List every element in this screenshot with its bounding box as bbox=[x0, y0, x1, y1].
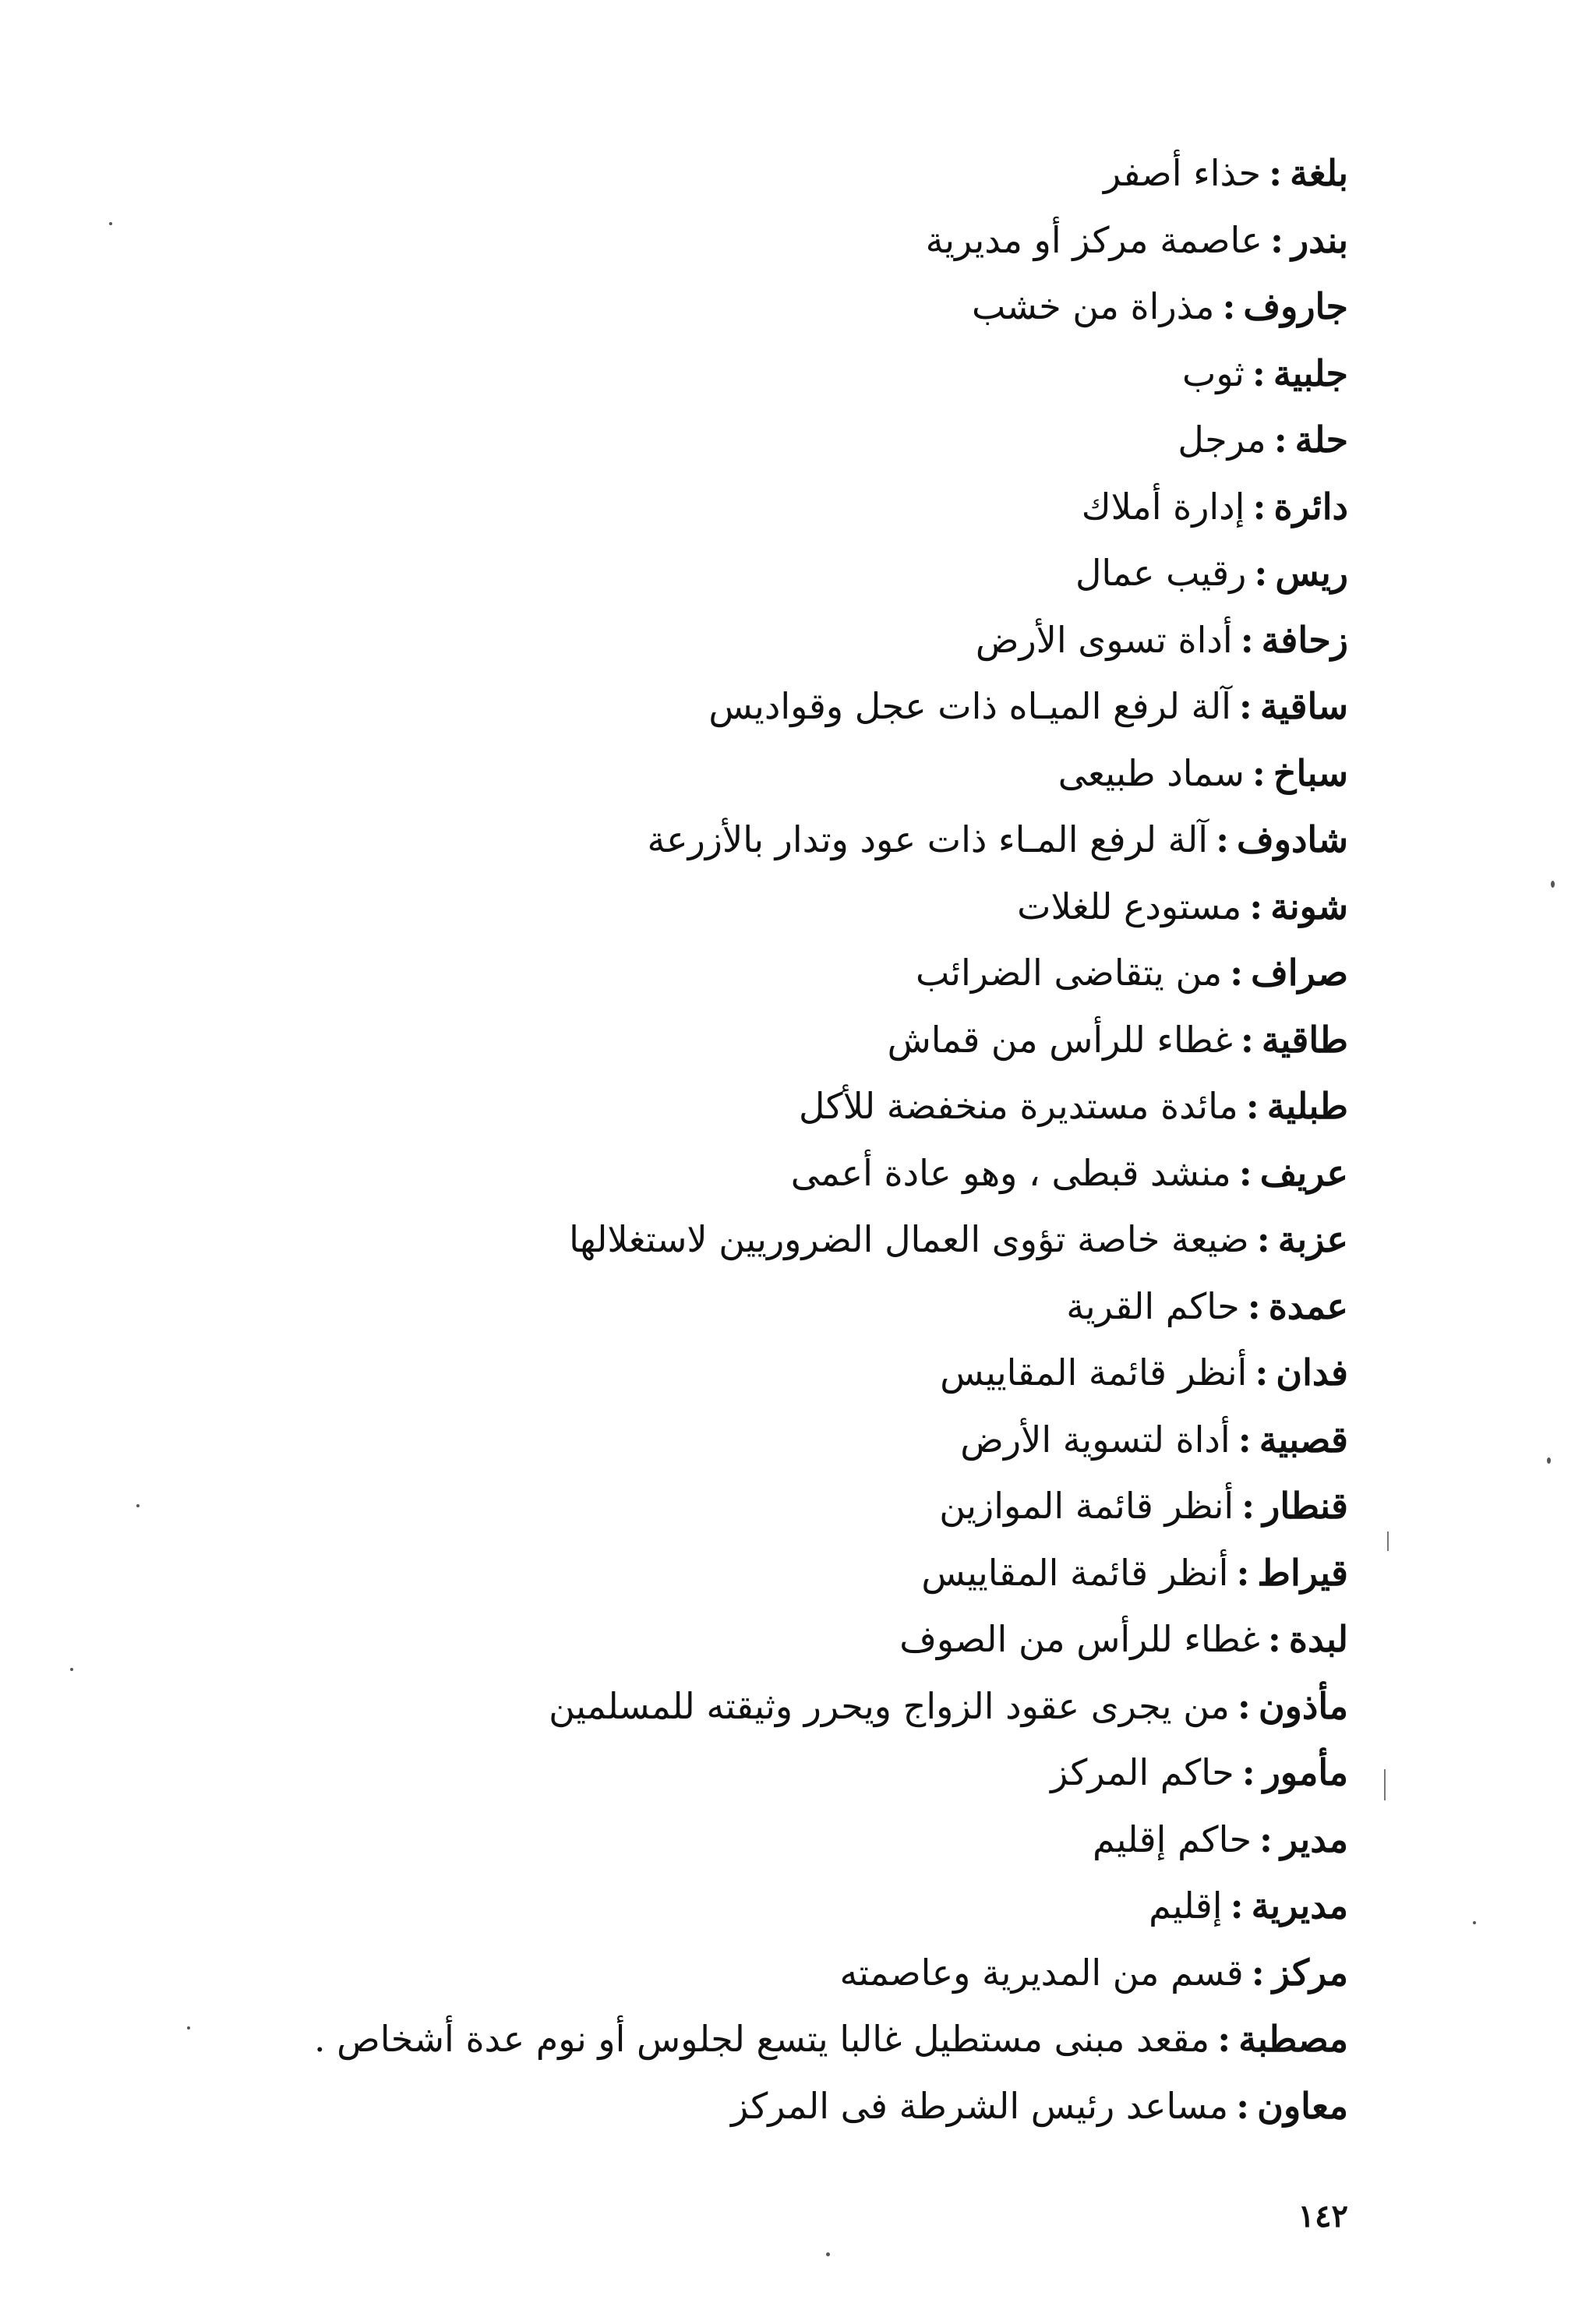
entry-separator: : bbox=[1241, 1485, 1255, 1527]
entry-term: صراف bbox=[1251, 952, 1348, 994]
scan-speck bbox=[109, 222, 112, 225]
entry-term: شونة bbox=[1270, 885, 1348, 927]
entry-definition: أداة لتسوية الأرض bbox=[960, 1418, 1231, 1461]
glossary-entry bbox=[179, 1073, 1348, 1140]
entry-separator: : bbox=[1273, 419, 1287, 461]
entry-definition: حاكم المركز bbox=[1050, 1751, 1234, 1793]
entry-definition: أداة تسوى الأرض bbox=[975, 618, 1233, 661]
entry-definition: إقليم bbox=[1149, 1885, 1223, 1927]
entry-separator: : bbox=[1249, 885, 1263, 927]
entry-separator: : bbox=[1216, 818, 1230, 860]
entry-separator: : bbox=[1236, 2084, 1250, 2127]
glossary-entry bbox=[179, 1873, 1348, 1940]
entry-term: طبلية bbox=[1266, 1085, 1348, 1127]
entry-definition: رقيب عمال bbox=[1075, 552, 1247, 594]
entry-definition: حذاء أصفر bbox=[1103, 152, 1262, 194]
entry-definition: منشد قبطى ، وهو عادة أعمى bbox=[790, 1151, 1231, 1194]
entry-separator: : bbox=[1236, 1551, 1250, 1594]
entry-definition: مرجل bbox=[1178, 419, 1266, 461]
entry-separator: : bbox=[1251, 1951, 1265, 1994]
entry-separator: : bbox=[1238, 685, 1252, 727]
entry-definition: من يتقاضى الضرائب bbox=[916, 952, 1223, 994]
glossary-entry bbox=[179, 874, 1348, 941]
entry-definition: أنظر قائمة المقاييس bbox=[940, 1351, 1248, 1394]
entry-term: مركز bbox=[1272, 1951, 1348, 1994]
entry-definition: أنظر قائمة الموازين bbox=[939, 1485, 1234, 1527]
entry-definition: مقعد مبنى مستطيل غالبا يتسع لجلوس أو نوم عدة أشخاص . bbox=[313, 2018, 1210, 2060]
glossary-entry bbox=[179, 140, 1348, 207]
glossary-entry bbox=[179, 1407, 1348, 1474]
glossary-entry bbox=[179, 1140, 1348, 1207]
entry-separator: : bbox=[1217, 2018, 1231, 2060]
entry-separator: : bbox=[1247, 1284, 1261, 1327]
entry-term: فدان bbox=[1276, 1351, 1348, 1394]
glossary-entry bbox=[179, 673, 1348, 740]
entry-definition: مستودع للغلات bbox=[1017, 885, 1242, 927]
entry-term: قنطار bbox=[1262, 1485, 1348, 1527]
scan-speck bbox=[826, 2252, 830, 2256]
entry-separator: : bbox=[1238, 1151, 1252, 1194]
glossary-entry bbox=[179, 341, 1348, 408]
entry-term: حلة bbox=[1294, 419, 1348, 461]
scan-speck bbox=[187, 2026, 190, 2030]
entry-term: معاون bbox=[1257, 2084, 1348, 2127]
entry-separator: : bbox=[1240, 618, 1254, 661]
entry-separator: : bbox=[1252, 352, 1266, 394]
entry-separator: : bbox=[1269, 218, 1284, 261]
entry-term: لبدة bbox=[1288, 1618, 1348, 1660]
page-number: ١٤٢ bbox=[1298, 2198, 1348, 2234]
glossary-entry bbox=[179, 1206, 1348, 1274]
entry-term: زحافة bbox=[1261, 618, 1348, 661]
glossary-entry bbox=[179, 1673, 1348, 1740]
entry-term: ريس bbox=[1275, 552, 1348, 594]
glossary-entry bbox=[179, 1807, 1348, 1874]
entry-separator: : bbox=[1255, 1351, 1269, 1394]
entry-separator: : bbox=[1230, 952, 1244, 994]
glossary-entry bbox=[179, 940, 1348, 1007]
entry-separator: : bbox=[1269, 152, 1283, 194]
scan-speck bbox=[70, 1668, 73, 1671]
glossary-entry bbox=[179, 1740, 1348, 1807]
glossary-entry bbox=[179, 740, 1348, 807]
entry-separator: : bbox=[1240, 1018, 1254, 1061]
entry-definition: قسم من المديرية وعاصمته bbox=[839, 1951, 1244, 1994]
glossary-entry bbox=[179, 1340, 1348, 1407]
entry-definition: مساعد رئيس الشرطة فى المركز bbox=[730, 2084, 1229, 2127]
entry-definition: إدارة أملاك bbox=[1081, 485, 1245, 528]
glossary-entry bbox=[179, 474, 1348, 541]
entry-term: عزبة bbox=[1277, 1218, 1348, 1260]
glossary-entry bbox=[179, 1540, 1348, 1607]
entry-term: قيراط bbox=[1257, 1551, 1348, 1594]
entry-definition: غطاء للرأس من الصوف bbox=[899, 1618, 1260, 1660]
entry-definition: حاكم القرية bbox=[1066, 1284, 1240, 1327]
entry-term: مصطبة bbox=[1238, 2018, 1348, 2060]
entry-term: دائرة bbox=[1273, 485, 1348, 528]
entry-definition: سماد طبيعى bbox=[1058, 751, 1245, 794]
entry-separator: : bbox=[1252, 485, 1266, 528]
entry-term: جاروف bbox=[1243, 285, 1348, 327]
entry-definition: ثوب bbox=[1182, 352, 1245, 394]
entry-separator: : bbox=[1256, 1218, 1270, 1260]
glossary-entry bbox=[179, 2006, 1348, 2073]
scan-speck bbox=[136, 1504, 139, 1507]
entry-separator: : bbox=[1245, 1085, 1259, 1127]
glossary-entry bbox=[179, 607, 1348, 674]
entry-definition: آلة لرفع المـاء ذات عود وتدار بالأزرعة bbox=[647, 818, 1209, 860]
entry-term: مأذون bbox=[1258, 1684, 1348, 1727]
entry-definition: مذراة من خشب bbox=[972, 285, 1215, 327]
glossary-entry bbox=[179, 1940, 1348, 2007]
entry-term: بلغة bbox=[1290, 152, 1348, 194]
margin-mark bbox=[1387, 1531, 1389, 1551]
glossary-entry bbox=[179, 1473, 1348, 1540]
entry-term: طاقية bbox=[1261, 1018, 1348, 1061]
entry-separator: : bbox=[1259, 1818, 1273, 1860]
entry-separator: : bbox=[1230, 1885, 1244, 1927]
margin-mark bbox=[1384, 1769, 1386, 1800]
entry-definition: آلة لرفع الميـاه ذات عجل وقواديس bbox=[708, 685, 1231, 727]
glossary-entry bbox=[179, 207, 1348, 274]
entry-term: مديرية bbox=[1251, 1885, 1348, 1927]
entry-term: شادوف bbox=[1237, 818, 1348, 860]
scan-speck bbox=[1547, 1457, 1551, 1464]
entry-separator: : bbox=[1241, 1751, 1255, 1793]
entry-separator: : bbox=[1254, 552, 1268, 594]
glossary-entry bbox=[179, 1606, 1348, 1673]
glossary-entry bbox=[179, 1007, 1348, 1074]
entry-separator: : bbox=[1267, 1618, 1281, 1660]
entry-term: عريف bbox=[1259, 1151, 1348, 1194]
entry-term: مدير bbox=[1280, 1818, 1348, 1860]
entry-definition: حاكم إقليم bbox=[1092, 1818, 1252, 1860]
entry-definition: غطاء للرأس من قماش bbox=[887, 1018, 1233, 1061]
entry-definition: ضيعة خاصة تؤوى العمال الضروريين لاستغلالها bbox=[569, 1218, 1249, 1260]
entry-separator: : bbox=[1222, 285, 1236, 327]
entry-definition: عاصمة مركز أو مديرية bbox=[925, 218, 1262, 261]
entry-definition: أنظر قائمة المقاييس bbox=[921, 1551, 1229, 1594]
entry-separator: : bbox=[1252, 751, 1266, 794]
entry-definition: مائدة مستديرة منخفضة للأكل bbox=[798, 1085, 1238, 1127]
entry-term: قصبية bbox=[1259, 1418, 1348, 1461]
entry-term: بندر bbox=[1291, 218, 1348, 261]
entry-term: مأمور bbox=[1262, 1751, 1348, 1793]
glossary-entry bbox=[179, 407, 1348, 474]
glossary-list bbox=[179, 140, 1348, 2139]
scan-speck bbox=[1551, 881, 1555, 888]
glossary-entry bbox=[179, 540, 1348, 607]
glossary-entry bbox=[179, 2073, 1348, 2140]
entry-separator: : bbox=[1237, 1684, 1251, 1727]
entry-definition: من يجرى عقود الزواج ويحرر وثيقته للمسلمين bbox=[549, 1684, 1230, 1727]
glossary-entry bbox=[179, 1274, 1348, 1341]
glossary-entry bbox=[179, 274, 1348, 341]
entry-term: ساقية bbox=[1259, 685, 1348, 727]
glossary-entry bbox=[179, 807, 1348, 874]
entry-term: جلبية bbox=[1273, 352, 1348, 394]
entry-term: سباخ bbox=[1273, 751, 1348, 794]
entry-term: عمدة bbox=[1268, 1284, 1348, 1327]
scan-speck bbox=[1473, 1921, 1476, 1924]
entry-separator: : bbox=[1238, 1418, 1252, 1461]
